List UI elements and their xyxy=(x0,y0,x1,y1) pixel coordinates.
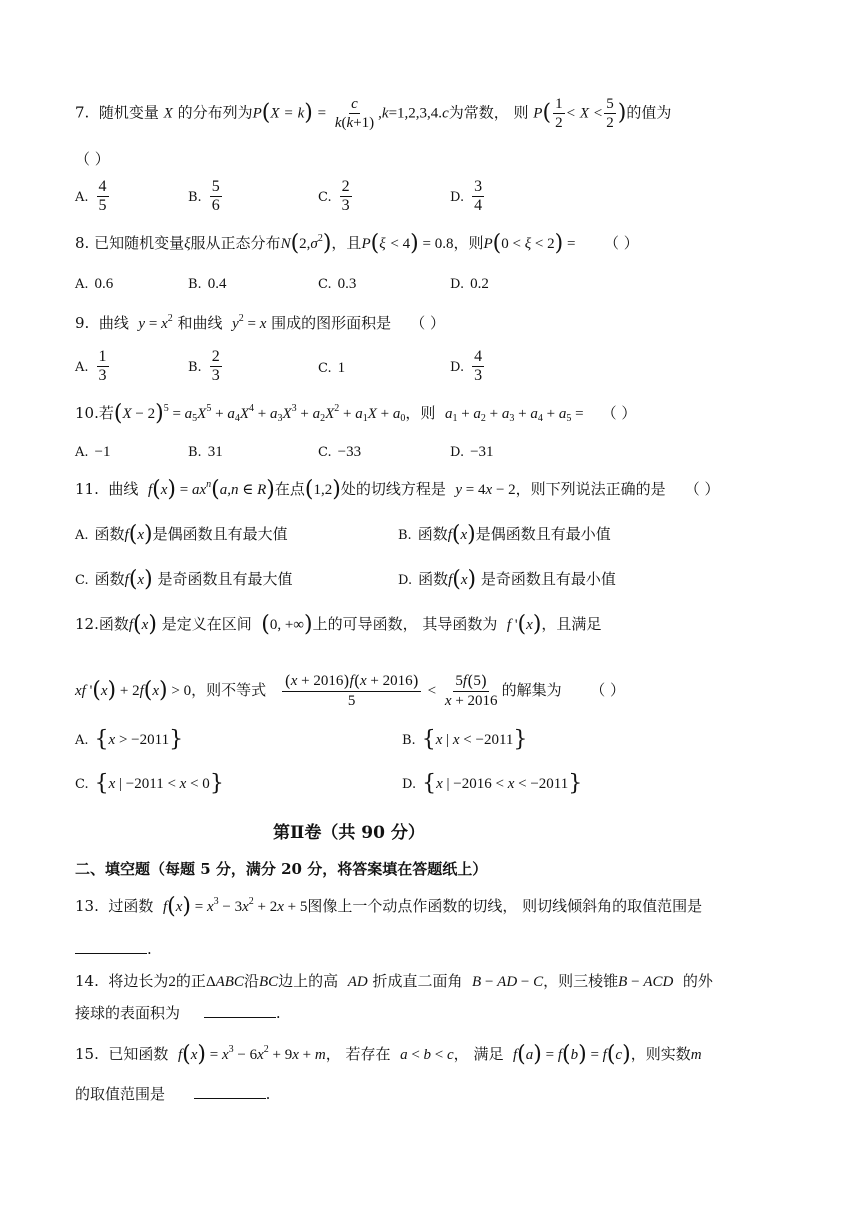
q7-option-b: B. $\frac{5}{6}$ xyxy=(188,178,220,214)
q10-stem: 10.若$(X - 2)^5 = a_5X^5 + a_4X^4 + a_3X^3 + a_2X^2 + a_1X + a_0$，则 $a_1 + a_2 + a_3 + a_4 + a_5$ = （ ） xyxy=(75,401,637,426)
q12-stem: 12.函数f(x) 是定义在区间 (0, +∞)上的可导函数， 其导函数为 f '(x)，且满足 xyxy=(75,612,602,637)
q9-stem: 9. 曲线 $y = x^2$ 和曲线 $y^2 = x$ 围成的图形面积是 （ ） xyxy=(75,313,446,332)
q11-option-a: A. 函数f(x)是偶函数且有最大值 xyxy=(75,522,288,547)
part-two-title: 第Ⅱ卷（共 90 分） xyxy=(273,823,425,843)
q11-option-c: C. 函数f(x) 是奇函数且有最大值 xyxy=(75,567,293,592)
q7-option-c: C. $\frac{2}{3}$ xyxy=(318,178,350,214)
q13-answer-blank[interactable]: . xyxy=(75,938,152,960)
q7-fraction: $\frac{c}{k(k+1)}$ xyxy=(334,96,375,131)
q9-option-d: D. $\frac{4}{3}$ xyxy=(450,348,483,384)
q8-option-d: D. 0.2 xyxy=(450,276,489,292)
q11-option-d: D. 函数f(x) 是奇函数且有最小值 xyxy=(398,567,616,592)
q12-option-d: D. {x | −2016 < x < −2011} xyxy=(402,771,583,796)
q8-stem: 8. 已知随机变量ξ服从正态分布$N(2,\sigma^2)$，且P(ξ < 4) = 0.8，则P(0 < ξ < 2) = （ ） xyxy=(75,231,639,256)
q14-stem-continued: 接球的表面积为 . xyxy=(75,1004,281,1022)
q15-answer-blank[interactable] xyxy=(194,1084,266,1099)
q11-stem: 11. 曲线 $f(x) = ax^n(a,n$ ∈ R)在点(1,2)处的切线方程是 y = 4x − 2，则下列说法正确的是 （ ） xyxy=(75,477,720,502)
q7-option-d: D. $\frac{3}{4}$ xyxy=(450,178,483,214)
q14-answer-blank[interactable] xyxy=(204,1003,276,1018)
q10-option-c: C. −33 xyxy=(318,444,362,460)
q10-option-d: D. −31 xyxy=(450,444,494,460)
q9-option-a: A. $\frac{1}{3}$ xyxy=(75,348,107,384)
q15-stem: 15. 已知函数 $f(x) = x^3 - 6x^2 + 9x + m$， 若存在 a < b < c， 满足 f(a) = f(b) = f(c)，则实数m xyxy=(75,1042,702,1067)
q10-option-b: B. 31 xyxy=(188,444,223,460)
q9-option-b: B. $\frac{2}{3}$ xyxy=(188,348,220,384)
q7-stem: 7. 随机变量 X 的分布列为P(X = k) = $\frac{c}{k(k+1)}$ ,k=1,2,3,4.c为常数， 则 P( $\frac{1}{2}$ < X < $\frac{5}{2}$ )的值为 xyxy=(75,96,672,131)
q12-option-a: A. {x > −2011} xyxy=(75,727,184,752)
q11-option-b: B. 函数f(x)是偶函数且有最小值 xyxy=(398,522,611,547)
q12-option-c: C. {x | −2011 < x < 0} xyxy=(75,771,224,796)
q7-answer-paren: （ ） xyxy=(75,150,110,168)
q10-option-a: A. −1 xyxy=(75,444,111,460)
q7-option-a: A. $\frac{4}{5}$ xyxy=(75,178,107,214)
q12-inequality: xf '(x) + 2f(x) > 0，则不等式 $\frac{(x + 2016)f(x + 2016)}{5}$ < $\frac{5f(5)}{x + 2016}$ 的解集为 （ ） xyxy=(75,671,625,709)
q15-stem-continued: 的取值范围是 . xyxy=(75,1085,271,1103)
q8-option-b: B. 0.4 xyxy=(188,276,227,292)
q14-stem: 14. 将边长为2的正ΔABC沿BC边上的高 AD 折成直二面角 B − AD − C，则三棱锥B − ACD 的外 xyxy=(75,972,713,990)
fill-in-section-heading: 二、填空题（每题 5 分，满分 20 分，将答案填在答题纸上） xyxy=(75,860,488,878)
q13-stem: 13. 过函数 $f(x) = x^3 - 3x^2 + 2x + 5$图像上一个动点作函数的切线， 则切线倾斜角的取值范围是 xyxy=(75,894,703,919)
q8-option-c: C. 0.3 xyxy=(318,276,357,292)
q8-option-a: A. 0.6 xyxy=(75,276,114,292)
q12-option-b: B. {x | x < −2011} xyxy=(402,727,528,752)
q9-option-c: C. 1 xyxy=(318,360,346,376)
